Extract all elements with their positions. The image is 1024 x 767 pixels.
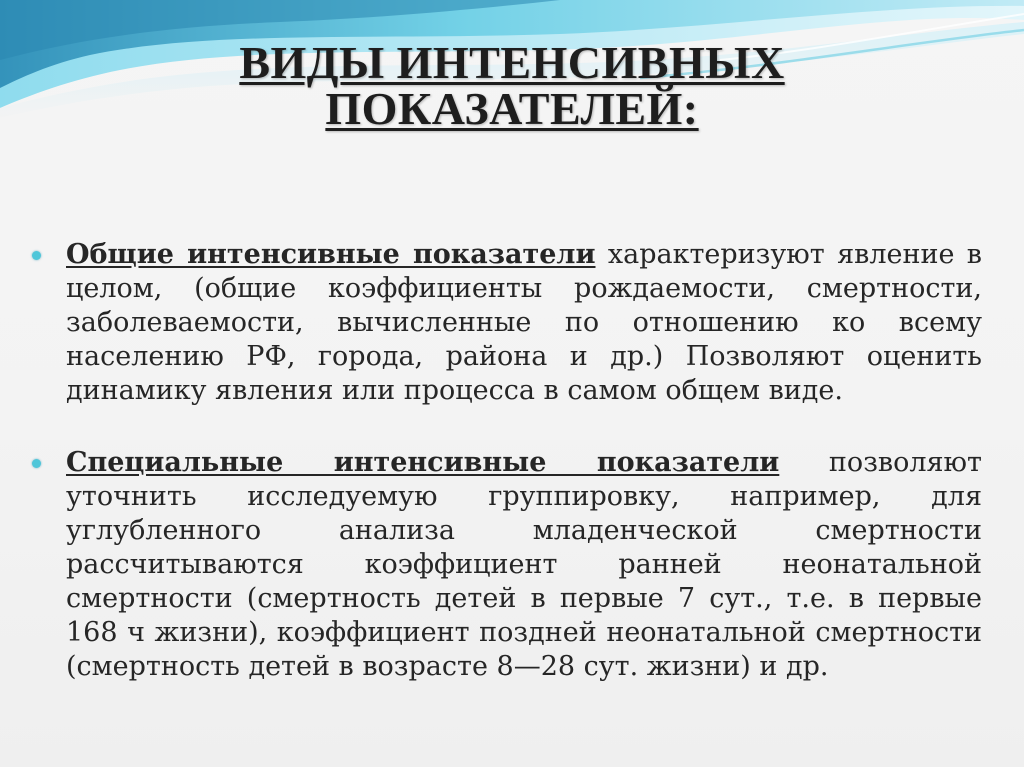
list-item-term: Специальные интенсивные показатели [66,447,780,478]
list-item-text: характеризуют явление в целом, (общие коэффициенты рождаемости, смертности, заболеваемости, вычисленные по отношению ко всему населению РФ, города, района и др.) Позволяют оценить динамику явления или процесса в самом общем виде. [66,239,982,406]
list-item [32,238,982,408]
bullet-list [32,238,982,722]
list-item-text: позволяют уточнить исследуемую группировку, например, для углубленного анализа младенческой смертности рассчитываются коэффициент ранней неонатальной смертности (смертность детей в первые 7 сут., т.е. в первые 168 ч жизни), коэффициент поздней неонатальной смертности (смертность детей в возрасте 8—28 сут. жизни) и др. [66,447,982,682]
title-line-2: ПОКАЗАТЕЛЕЙ: [325,83,699,134]
list-item [32,446,982,684]
list-item-term: Общие интенсивные показатели [66,239,596,270]
bullet-icon [32,459,41,468]
bullet-icon [32,251,41,260]
title-line-1: ВИДЫ ИНТЕНСИВНЫХ [239,37,785,88]
page-title [0,37,1024,134]
